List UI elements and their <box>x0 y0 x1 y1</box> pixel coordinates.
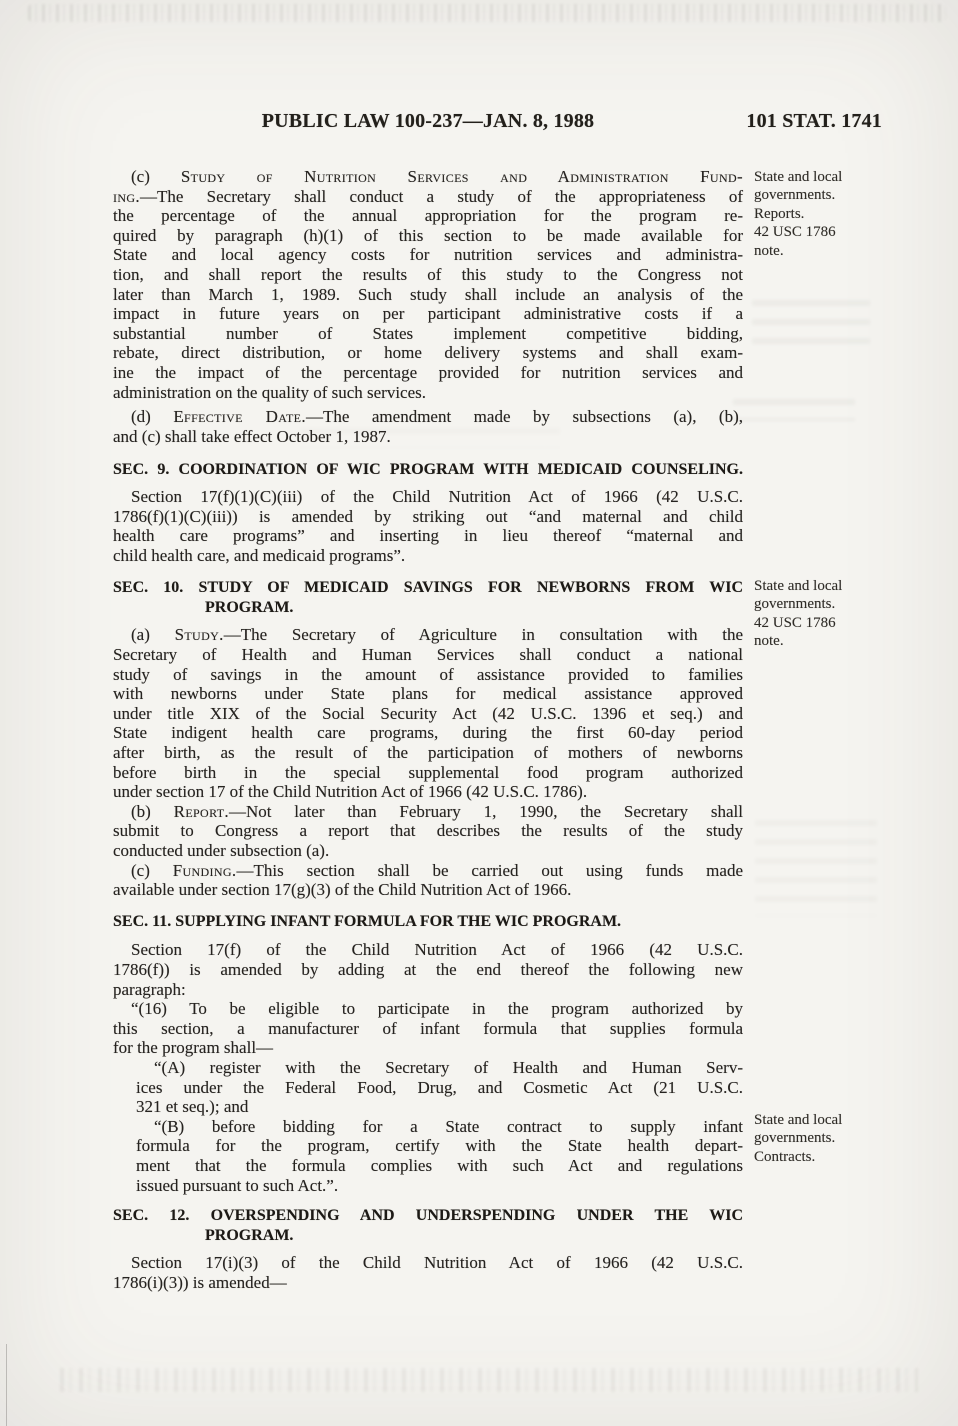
text-line <box>113 304 743 324</box>
text-line <box>113 1038 743 1058</box>
text-line <box>136 1156 743 1176</box>
smallcaps-text: Report. <box>173 801 229 821</box>
smallcaps-text: Funding. <box>172 860 237 880</box>
text-line <box>113 940 743 960</box>
paragraph-para-d <box>113 407 743 446</box>
text-line <box>113 1019 743 1039</box>
text-line <box>113 743 743 763</box>
text: ine the impact of the percentage provided for nutrition services and <box>113 362 743 382</box>
text: Section 17(i)(3) of the Child Nutrition Act of 1966 (42 U.S.C. <box>131 1253 743 1273</box>
running-head-stat-citation: 101 STAT. 1741 <box>746 110 882 132</box>
text-line <box>136 1176 743 1196</box>
text-line <box>113 343 743 363</box>
text-line <box>113 1253 743 1273</box>
scan-noise-top <box>28 4 946 22</box>
text: the percentage of the annual appropriation for the program re- <box>113 206 743 226</box>
text: SEC. 11. SUPPLYING INFANT FORMULA FOR THE WIC PROGRAM. <box>113 912 622 930</box>
text-line <box>113 460 743 480</box>
text-line <box>113 245 743 265</box>
text: Secretary of Health and Human Services shall conduct a national <box>113 645 743 665</box>
text-line <box>113 625 743 645</box>
section-heading-sec-12-heading <box>113 1206 743 1245</box>
smallcaps-text: Study of Nutrition Services and Administration Fund- <box>180 167 743 186</box>
text-line <box>136 1058 743 1078</box>
bleed-through-smudge <box>733 399 855 421</box>
text: Section 17(f) of the Child Nutrition Act of 1966 (42 U.S.C. <box>131 940 743 960</box>
text: (c) <box>131 860 173 880</box>
margin-note-line: 42 USC 1786 <box>754 614 836 631</box>
text-line <box>136 1136 743 1156</box>
text: conducted under subsection (a). <box>113 841 330 860</box>
margin-note-line: governments. <box>754 1130 836 1147</box>
text-line <box>113 546 743 566</box>
text-line <box>113 1206 743 1226</box>
text: with newborns under State plans for medical assistance approved <box>113 684 743 704</box>
text-line <box>113 285 743 305</box>
text: PROGRAM. <box>205 598 294 616</box>
text-line <box>113 980 743 1000</box>
text-line <box>113 841 743 861</box>
text: quired by paragraph (h)(1) of this section to be made available for <box>113 225 743 245</box>
text-line <box>113 167 743 187</box>
text-line <box>113 645 743 665</box>
text: available under section 17(g)(3) of the Child Nutrition Act of 1966. <box>113 880 572 900</box>
text: submit to Congress a report that describes the results of the study <box>113 821 743 841</box>
text-line <box>113 1273 743 1293</box>
bleed-through-smudge <box>752 300 870 346</box>
text: (a) <box>131 625 175 645</box>
text: impact in future years on per participant administrative costs if a <box>113 304 743 324</box>
margin-note-line: governments. <box>754 596 836 613</box>
text: this section, a manufacturer of infant formula that supplies formula <box>113 1018 743 1038</box>
text-line <box>113 960 743 980</box>
text: under section 17 of the Child Nutrition Act of 1966 (42 U.S.C. 1786). <box>113 782 588 802</box>
text: administration on the quality of such services. <box>113 382 427 402</box>
text: later than March 1, 1989. Such study shall include an analysis of the <box>113 284 743 304</box>
text: “(A) register with the Secretary of Health and Human Serv- <box>154 1057 743 1077</box>
text: before birth in the special supplemental food program authorized <box>113 762 743 782</box>
text: 1786(f)(1)(C)(iii)) is amended by striking out “and maternal and child <box>113 506 743 526</box>
text: SEC. 10. STUDY OF MEDICAID SAVINGS FOR NEWBORNS FROM WIC <box>113 579 743 597</box>
text: and (c) shall take effect October 1, 1987. <box>113 426 391 446</box>
text: SEC. 12. OVERSPENDING AND UNDERSPENDING UNDER THE WIC <box>113 1207 743 1225</box>
text: formula for the program, certify with the State health depart- <box>136 1136 743 1156</box>
text-line <box>113 723 743 743</box>
page-edge-line <box>6 1344 7 1426</box>
text: ment that the formula complies with such Act and regulations <box>136 1155 743 1175</box>
margin-note-line: State and local <box>754 1112 843 1128</box>
text: health care programs” and inserting in lieu thereof “maternal and <box>113 526 743 546</box>
text: (d) <box>131 407 174 427</box>
section-heading-sec-10-heading <box>113 578 743 617</box>
margin-note-line: note. <box>754 242 784 259</box>
text-line <box>113 383 743 403</box>
paragraph-para-16 <box>113 999 743 1058</box>
paragraph-para-study <box>113 625 743 801</box>
text-line <box>113 999 743 1019</box>
paragraph-para-report <box>113 802 743 861</box>
text-line <box>113 598 743 618</box>
text-line <box>136 1078 743 1098</box>
text-line <box>113 187 743 207</box>
text: rebate, direct distribution, or home delivery systems and shall exam- <box>113 343 743 363</box>
text: 321 et seq.); and <box>136 1097 249 1117</box>
text: (c) <box>131 167 181 186</box>
section-heading-sec-9-heading <box>113 460 743 480</box>
text-line <box>113 782 743 802</box>
text: —The Secretary of Agriculture in consultation with the <box>223 625 743 645</box>
paragraph-para-sec11 <box>113 940 743 999</box>
margin-note-line: note. <box>754 633 784 650</box>
text-line <box>113 526 743 546</box>
text-line <box>113 665 743 685</box>
paragraph-para-c <box>113 167 743 402</box>
paragraph-para-sec9 <box>113 487 743 565</box>
section-heading-sec-11-heading <box>113 912 743 932</box>
text-line <box>113 1226 743 1246</box>
text-line <box>113 265 743 285</box>
text: under title XIX of the Social Security Act (42 U.S.C. 1396 et seq.) and <box>113 703 743 723</box>
text: —Not later than February 1, 1990, the Secretary shall <box>228 801 743 821</box>
text: for the program shall— <box>113 1038 274 1058</box>
text: —The amendment made by subsections (a), (b), <box>305 407 743 427</box>
text-line <box>136 1097 743 1117</box>
text: PROGRAM. <box>205 1226 294 1244</box>
paragraph-para-16a <box>136 1058 743 1117</box>
text: after birth, as the result of the participation of mothers of newborns <box>113 743 743 763</box>
scan-noise-bottom <box>60 1368 918 1392</box>
text: child health care, and medicaid programs”. <box>113 545 406 565</box>
text-line <box>113 912 743 932</box>
text-line <box>113 704 743 724</box>
text-line <box>113 507 743 527</box>
smallcaps-text: Effective Date. <box>173 407 306 427</box>
smallcaps-text: ing. <box>113 186 140 206</box>
text-line <box>113 226 743 246</box>
text-line <box>113 578 743 598</box>
text-line <box>113 821 743 841</box>
text: —This section shall be carried out using funds made <box>236 860 743 880</box>
text-line <box>113 487 743 507</box>
text-line <box>113 206 743 226</box>
margin-note-3 <box>754 1111 906 1166</box>
text: 1786(i)(3)) is amended— <box>113 1272 287 1292</box>
text: substantial number of States implement competitive bidding, <box>113 323 743 343</box>
paragraph-para-funding <box>113 861 743 900</box>
text-line <box>113 363 743 383</box>
running-head-law-title: PUBLIC LAW 100-237—JAN. 8, 1988 <box>261 110 595 132</box>
text: ices under the Federal Food, Drug, and Cosmetic Act (21 U.S.C. <box>136 1077 743 1097</box>
text: study of savings in the amount of assistance provided to families <box>113 664 743 684</box>
text: Section 17(f)(1)(C)(iii) of the Child Nutrition Act of 1966 (42 U.S.C. <box>131 486 743 506</box>
text-line <box>113 684 743 704</box>
text-line <box>136 1117 743 1137</box>
text-line <box>113 324 743 344</box>
margin-note-1 <box>754 168 906 260</box>
text-line <box>113 427 743 447</box>
paragraph-para-sec12 <box>113 1253 743 1292</box>
body-text-column <box>113 167 743 1292</box>
text: “(16) To be eligible to participate in the program authorized by <box>131 999 743 1019</box>
smallcaps-text: Study. <box>174 625 224 645</box>
margin-note-line: State and local <box>754 169 843 185</box>
margin-note-2 <box>754 577 906 651</box>
margin-note-line: Reports. <box>754 205 805 222</box>
margin-note-line: State and local <box>754 578 843 594</box>
text: 1786(f)) is amended by adding at the end thereof the following new <box>113 959 743 979</box>
text: issued pursuant to such Act.”. <box>136 1175 339 1195</box>
text: (b) <box>131 801 174 821</box>
text: paragraph: <box>113 979 186 999</box>
text: —The Secretary shall conduct a study of the appropriateness of <box>139 186 743 206</box>
text: SEC. 9. COORDINATION OF WIC PROGRAM WITH MEDICAID COUNSELING. <box>113 461 743 479</box>
margin-note-line: 42 USC 1786 <box>754 224 836 241</box>
text: State and local agency costs for nutrition services and administra- <box>113 245 743 265</box>
text: tion, and shall report the results of this study to the Congress not <box>113 264 743 284</box>
bleed-through-smudge <box>755 820 877 916</box>
text: “(B) before bidding for a State contract to supply infant <box>154 1116 743 1136</box>
text-line <box>113 861 743 881</box>
text-line <box>113 802 743 822</box>
text: State indigent health care programs, during the first 60-day period <box>113 723 743 743</box>
margin-note-line: governments. <box>754 187 836 204</box>
margin-note-line: Contracts. <box>754 1148 816 1165</box>
paragraph-para-16b <box>136 1117 743 1195</box>
text-line <box>113 880 743 900</box>
text-line <box>113 763 743 783</box>
text-line <box>113 407 743 427</box>
